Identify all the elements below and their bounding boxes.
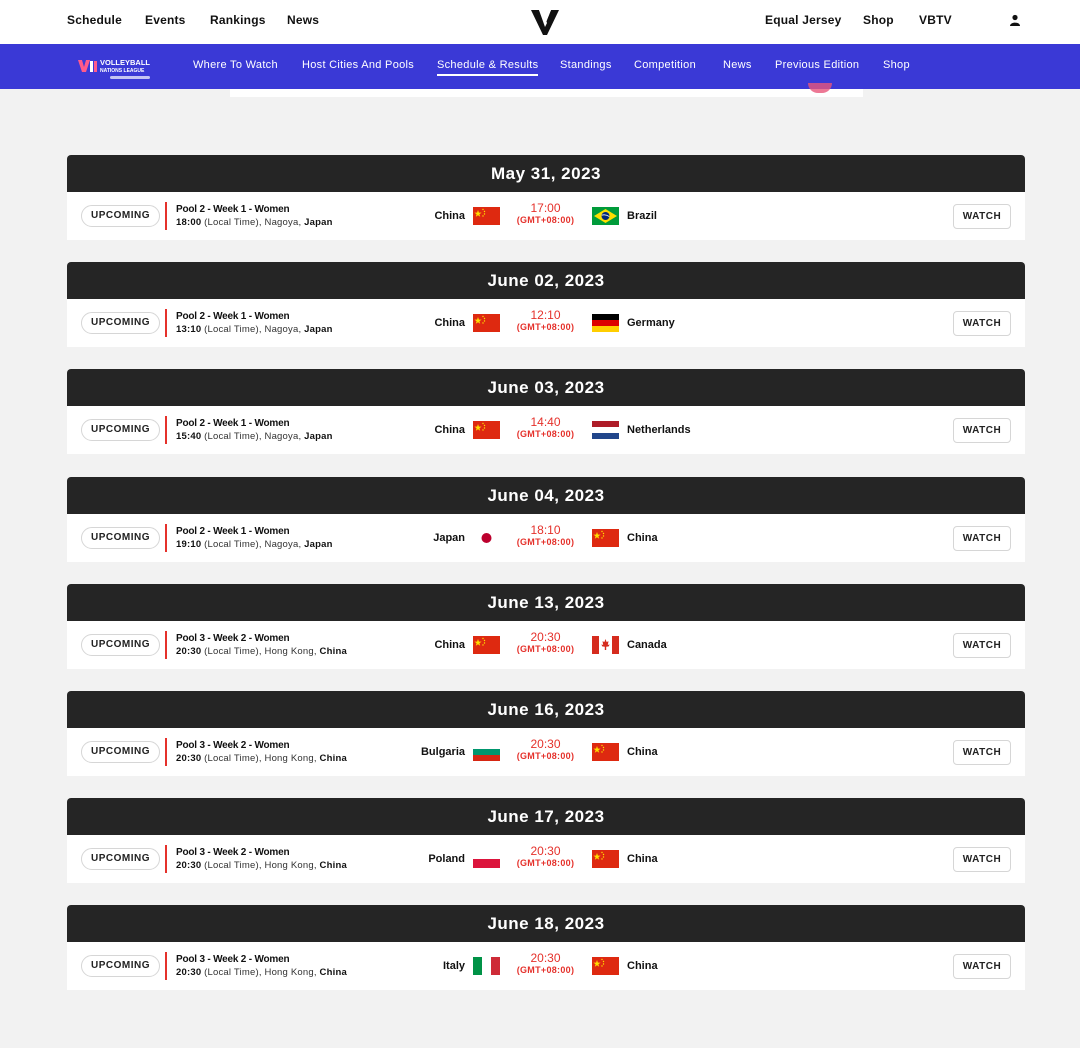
divider	[165, 202, 167, 230]
venue-city: Hong Kong,	[264, 860, 317, 871]
venue-line	[176, 431, 333, 442]
match-info	[176, 740, 347, 764]
venue-line	[176, 860, 347, 871]
status-badge: UPCOMING	[81, 955, 160, 977]
subnav-standings[interactable]: Standings	[560, 59, 612, 71]
subnav-shop[interactable]: Shop	[883, 59, 910, 71]
venue-country: China	[319, 860, 347, 871]
match-time-value: 18:10	[530, 523, 561, 537]
china-flag-icon	[473, 207, 500, 225]
venue-city: Nagoya,	[264, 431, 302, 442]
match-date-header: June 02, 2023	[67, 262, 1025, 299]
pool-label: Pool 3 - Week 2 - Women	[176, 954, 290, 965]
watch-button[interactable]: WATCH	[953, 418, 1011, 443]
top-navigation	[0, 0, 1080, 44]
local-time-label: (Local Time),	[204, 646, 262, 657]
subnav-news[interactable]: News	[723, 59, 752, 71]
home-team-name[interactable]: China	[434, 210, 465, 222]
status-badge: UPCOMING	[81, 312, 160, 334]
status-badge: UPCOMING	[81, 527, 160, 549]
match-timezone: (GMT+08:00)	[516, 965, 575, 975]
venue-country: China	[319, 967, 347, 978]
status-badge: UPCOMING	[81, 634, 160, 656]
pool-label: Pool 2 - Week 1 - Women	[176, 418, 290, 429]
away-team-name[interactable]: China	[627, 746, 658, 758]
divider	[165, 416, 167, 444]
divider	[165, 738, 167, 766]
match-day-card	[67, 905, 1025, 990]
match-time-value: 20:30	[530, 737, 561, 751]
match-time-value: 14:40	[530, 415, 561, 429]
nav-shop[interactable]: Shop	[863, 13, 894, 27]
pool-label: Pool 3 - Week 2 - Women	[176, 633, 290, 644]
match-info	[176, 954, 347, 978]
china-flag-icon	[592, 957, 619, 975]
match-row[interactable]	[67, 514, 1025, 562]
brazil-flag-icon	[592, 207, 619, 225]
nav-news[interactable]: News	[287, 13, 320, 27]
subnav-competition[interactable]: Competition	[634, 59, 696, 71]
match-row[interactable]	[67, 621, 1025, 669]
canada-flag-icon	[592, 636, 619, 654]
match-row[interactable]	[67, 835, 1025, 883]
match-time-value: 20:30	[530, 951, 561, 965]
vw-logo-icon[interactable]	[529, 7, 561, 37]
match-date-header: June 13, 2023	[67, 584, 1025, 621]
local-time-label: (Local Time),	[204, 539, 262, 550]
watch-button[interactable]: WATCH	[953, 633, 1011, 658]
match-row[interactable]	[67, 942, 1025, 990]
match-info	[176, 311, 333, 335]
home-team-name[interactable]: China	[434, 424, 465, 436]
match-info	[176, 204, 333, 228]
match-info	[176, 847, 347, 871]
china-flag-icon	[473, 314, 500, 332]
local-time: 13:10	[176, 324, 202, 335]
local-time: 18:00	[176, 217, 202, 228]
match-day-card	[67, 798, 1025, 883]
pool-label: Pool 3 - Week 2 - Women	[176, 847, 290, 858]
svg-text:NATIONS LEAGUE: NATIONS LEAGUE	[100, 68, 145, 74]
nav-rankings[interactable]: Rankings	[210, 13, 266, 27]
nav-events[interactable]: Events	[145, 13, 186, 27]
pool-label: Pool 2 - Week 1 - Women	[176, 526, 290, 537]
away-team-name[interactable]: Germany	[627, 317, 675, 329]
china-flag-icon	[592, 850, 619, 868]
match-time	[507, 202, 584, 226]
match-timezone: (GMT+08:00)	[516, 644, 575, 654]
local-time-label: (Local Time),	[204, 753, 262, 764]
home-team-name[interactable]: Poland	[428, 853, 465, 865]
match-date-header: May 31, 2023	[67, 155, 1025, 192]
match-row[interactable]	[67, 299, 1025, 347]
match-day-card	[67, 584, 1025, 669]
germany-flag-icon	[592, 314, 619, 332]
match-row[interactable]	[67, 406, 1025, 454]
nav-schedule[interactable]: Schedule	[67, 13, 122, 27]
home-team-name[interactable]: Bulgaria	[420, 746, 465, 758]
match-day-card	[67, 155, 1025, 240]
match-timezone: (GMT+08:00)	[516, 751, 575, 761]
venue-line	[176, 967, 347, 978]
china-flag-icon	[592, 743, 619, 761]
match-day-card	[67, 477, 1025, 562]
divider	[165, 952, 167, 980]
status-badge: UPCOMING	[81, 848, 160, 870]
match-day-card	[67, 369, 1025, 454]
venue-line	[176, 753, 347, 764]
vnl-sub-navigation	[0, 44, 1080, 89]
match-date-header: June 18, 2023	[67, 905, 1025, 942]
match-info	[176, 418, 333, 442]
status-badge: UPCOMING	[81, 419, 160, 441]
match-day-card	[67, 262, 1025, 347]
match-day-card	[67, 691, 1025, 776]
match-row[interactable]	[67, 192, 1025, 240]
poland-flag-icon	[473, 850, 500, 868]
divider	[165, 631, 167, 659]
away-team-name[interactable]: Netherlands	[627, 424, 691, 436]
pool-label: Pool 2 - Week 1 - Women	[176, 204, 290, 215]
venue-city: Nagoya,	[264, 324, 302, 335]
filter-toggle-icon[interactable]	[808, 83, 832, 93]
user-icon[interactable]	[1009, 14, 1021, 26]
nav-equal-jersey[interactable]: Equal Jersey	[765, 13, 842, 27]
status-badge: UPCOMING	[81, 741, 160, 763]
match-date-header: June 04, 2023	[67, 477, 1025, 514]
local-time: 15:40	[176, 431, 202, 442]
away-team-name[interactable]: Canada	[627, 639, 667, 651]
subnav-previous-edition[interactable]: Previous Edition	[775, 59, 860, 71]
match-time-value: 17:00	[530, 201, 561, 215]
match-date-header: June 17, 2023	[67, 798, 1025, 835]
venue-country: China	[319, 646, 347, 657]
venue-country: Japan	[304, 217, 333, 228]
venue-city: Hong Kong,	[264, 753, 317, 764]
away-team-name[interactable]: China	[627, 960, 658, 972]
china-flag-icon	[473, 636, 500, 654]
nav-vbtv[interactable]: VBTV	[919, 13, 952, 27]
match-timezone: (GMT+08:00)	[516, 858, 575, 868]
watch-button[interactable]: WATCH	[953, 954, 1011, 979]
local-time-label: (Local Time),	[204, 217, 262, 228]
home-team-name[interactable]: China	[434, 639, 465, 651]
match-date-header: June 03, 2023	[67, 369, 1025, 406]
divider	[165, 845, 167, 873]
match-timezone: (GMT+08:00)	[516, 215, 575, 225]
subnav-host-cities[interactable]: Host Cities And Pools	[302, 59, 415, 71]
local-time-label: (Local Time),	[204, 324, 262, 335]
local-time: 20:30	[176, 967, 202, 978]
away-team-name[interactable]: Brazil	[627, 210, 657, 222]
svg-text:VOLLEYBALL: VOLLEYBALL	[100, 58, 150, 67]
match-row[interactable]	[67, 728, 1025, 776]
subnav-where-to-watch[interactable]: Where To Watch	[193, 59, 278, 71]
match-time-value: 20:30	[530, 630, 561, 644]
local-time: 20:30	[176, 646, 202, 657]
venue-line	[176, 217, 333, 228]
match-time	[507, 952, 584, 976]
china-flag-icon	[592, 529, 619, 547]
home-team-name[interactable]: Italy	[442, 960, 465, 972]
divider	[165, 309, 167, 337]
match-info	[176, 633, 347, 657]
home-team-name[interactable]: China	[434, 317, 465, 329]
venue-city: Nagoya,	[264, 539, 302, 550]
japan-flag-icon	[473, 529, 500, 547]
match-time	[507, 631, 584, 655]
venue-city: Hong Kong,	[264, 646, 317, 657]
china-flag-icon	[473, 421, 500, 439]
venue-country: Japan	[304, 539, 333, 550]
watch-button[interactable]: WATCH	[953, 847, 1011, 872]
match-time	[507, 738, 584, 762]
match-time	[507, 524, 584, 548]
match-timezone: (GMT+08:00)	[516, 322, 575, 332]
pool-label: Pool 2 - Week 1 - Women	[176, 311, 290, 322]
local-time-label: (Local Time),	[204, 431, 262, 442]
home-team-name[interactable]: Japan	[433, 532, 465, 544]
local-time: 19:10	[176, 539, 202, 550]
venue-line	[176, 646, 347, 657]
away-team-name[interactable]: China	[627, 853, 658, 865]
status-badge: UPCOMING	[81, 205, 160, 227]
filter-bar-partial	[230, 89, 863, 97]
venue-country: Japan	[304, 324, 333, 335]
match-time	[507, 845, 584, 869]
local-time-label: (Local Time),	[204, 967, 262, 978]
subnav-schedule-results[interactable]: Schedule & Results	[437, 59, 539, 71]
venue-country: China	[319, 753, 347, 764]
match-time-value: 12:10	[530, 308, 561, 322]
venue-city: Hong Kong,	[264, 967, 317, 978]
watch-button[interactable]: WATCH	[953, 204, 1011, 229]
venue-line	[176, 539, 333, 550]
match-info	[176, 526, 333, 550]
match-time-value: 20:30	[530, 844, 561, 858]
match-time	[507, 416, 584, 440]
vnl-logo-icon[interactable]	[76, 52, 162, 82]
watch-button[interactable]: WATCH	[953, 526, 1011, 551]
match-timezone: (GMT+08:00)	[516, 429, 575, 439]
match-timezone: (GMT+08:00)	[516, 537, 575, 547]
divider	[165, 524, 167, 552]
netherlands-flag-icon	[592, 421, 619, 439]
venue-country: Japan	[304, 431, 333, 442]
local-time: 20:30	[176, 753, 202, 764]
watch-button[interactable]: WATCH	[953, 740, 1011, 765]
italy-flag-icon	[473, 957, 500, 975]
local-time: 20:30	[176, 860, 202, 871]
watch-button[interactable]: WATCH	[953, 311, 1011, 336]
pool-label: Pool 3 - Week 2 - Women	[176, 740, 290, 751]
venue-city: Nagoya,	[264, 217, 302, 228]
match-time	[507, 309, 584, 333]
local-time-label: (Local Time),	[204, 860, 262, 871]
bulgaria-flag-icon	[473, 743, 500, 761]
match-date-header: June 16, 2023	[67, 691, 1025, 728]
away-team-name[interactable]: China	[627, 532, 658, 544]
venue-line	[176, 324, 333, 335]
